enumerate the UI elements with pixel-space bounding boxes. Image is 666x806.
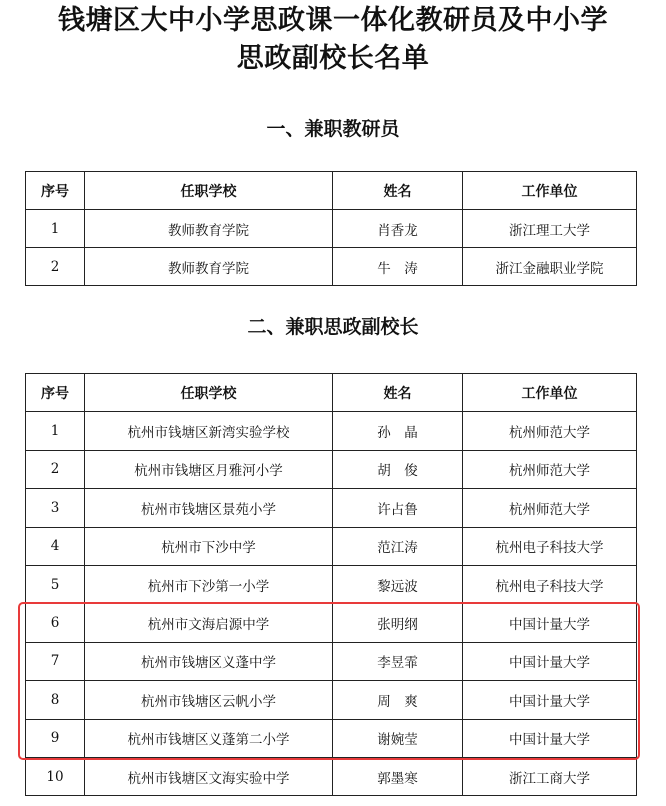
cell-index: 1 xyxy=(26,210,85,248)
table-header-row xyxy=(26,374,637,412)
table-row xyxy=(26,757,637,795)
cell-unit: 杭州电子科技大学 xyxy=(463,527,637,565)
table-row xyxy=(26,642,637,680)
cell-name: 周 爽 xyxy=(333,681,463,719)
table-row xyxy=(26,565,637,603)
cell-school: 杭州市钱塘区新湾实验学校 xyxy=(85,412,333,450)
table-row xyxy=(26,604,637,642)
header-name: 姓名 xyxy=(333,172,463,210)
cell-name: 许占鲁 xyxy=(333,489,463,527)
cell-index: 2 xyxy=(26,248,85,286)
cell-unit: 杭州师范大学 xyxy=(463,489,637,527)
cell-unit: 中国计量大学 xyxy=(463,719,637,757)
header-index: 序号 xyxy=(26,172,85,210)
table-row xyxy=(26,450,637,488)
page-title-line-2: 思政副校长名单 xyxy=(236,43,430,74)
cell-name: 谢婉莹 xyxy=(333,719,463,757)
cell-school: 杭州市钱塘区义蓬第二小学 xyxy=(85,719,333,757)
cell-unit: 中国计量大学 xyxy=(463,642,637,680)
cell-unit: 中国计量大学 xyxy=(463,681,637,719)
cell-school: 教师教育学院 xyxy=(85,248,333,286)
section-heading-researchers: 一、兼职教研员 xyxy=(266,118,400,140)
cell-school: 杭州市钱塘区景苑小学 xyxy=(85,489,333,527)
cell-school: 杭州市钱塘区义蓬中学 xyxy=(85,642,333,680)
table-row xyxy=(26,719,637,757)
cell-index: 10 xyxy=(26,757,85,795)
cell-unit: 杭州师范大学 xyxy=(463,412,637,450)
cell-unit: 浙江金融职业学院 xyxy=(463,248,637,286)
page-title-line-1: 钱塘区大中小学思政课一体化教研员及中小学 xyxy=(58,5,608,36)
cell-unit: 中国计量大学 xyxy=(463,604,637,642)
cell-index: 1 xyxy=(26,412,85,450)
cell-unit: 杭州电子科技大学 xyxy=(463,565,637,603)
cell-index: 4 xyxy=(26,527,85,565)
cell-school: 杭州市下沙第一小学 xyxy=(85,565,333,603)
cell-name: 孙 晶 xyxy=(333,412,463,450)
section-heading-vice-principals: 二、兼职思政副校长 xyxy=(247,316,419,338)
table-row xyxy=(26,248,637,286)
cell-unit: 浙江理工大学 xyxy=(463,210,637,248)
table-row xyxy=(26,412,637,450)
cell-name: 黎远波 xyxy=(333,565,463,603)
vice-principals-table xyxy=(25,373,637,796)
cell-school: 杭州市钱塘区文海实验中学 xyxy=(85,757,333,795)
cell-name: 郭墨寒 xyxy=(333,757,463,795)
cell-index: 2 xyxy=(26,450,85,488)
table-row xyxy=(26,527,637,565)
header-index: 序号 xyxy=(26,374,85,412)
table-row xyxy=(26,210,637,248)
cell-index: 3 xyxy=(26,489,85,527)
cell-school: 教师教育学院 xyxy=(85,210,333,248)
researchers-table xyxy=(25,171,637,286)
cell-name: 牛 涛 xyxy=(333,248,463,286)
cell-school: 杭州市钱塘区月雅河小学 xyxy=(85,450,333,488)
header-unit: 工作单位 xyxy=(463,172,637,210)
cell-index: 6 xyxy=(26,604,85,642)
cell-name: 李昱霏 xyxy=(333,642,463,680)
cell-index: 7 xyxy=(26,642,85,680)
cell-name: 肖香龙 xyxy=(333,210,463,248)
header-school: 任职学校 xyxy=(85,172,333,210)
header-unit: 工作单位 xyxy=(463,374,637,412)
table-row xyxy=(26,681,637,719)
cell-unit: 杭州师范大学 xyxy=(463,450,637,488)
cell-name: 范江涛 xyxy=(333,527,463,565)
cell-name: 张明纲 xyxy=(333,604,463,642)
cell-index: 5 xyxy=(26,565,85,603)
header-school: 任职学校 xyxy=(85,374,333,412)
cell-school: 杭州市文海启源中学 xyxy=(85,604,333,642)
cell-name: 胡 俊 xyxy=(333,450,463,488)
cell-unit: 浙江工商大学 xyxy=(463,757,637,795)
cell-index: 9 xyxy=(26,719,85,757)
cell-index: 8 xyxy=(26,681,85,719)
table-header-row xyxy=(26,172,637,210)
header-name: 姓名 xyxy=(333,374,463,412)
cell-school: 杭州市下沙中学 xyxy=(85,527,333,565)
cell-school: 杭州市钱塘区云帆小学 xyxy=(85,681,333,719)
table-row xyxy=(26,489,637,527)
